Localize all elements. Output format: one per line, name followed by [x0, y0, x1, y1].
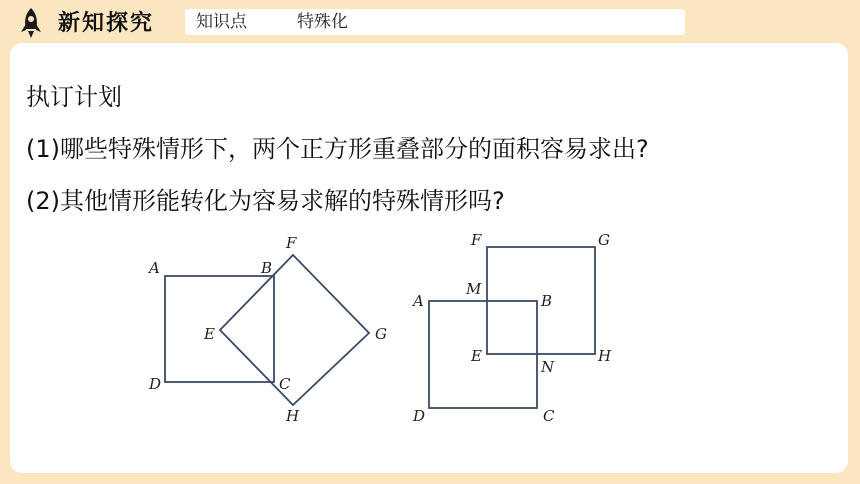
- fig2-label-m: M: [466, 280, 482, 298]
- fig1-label-c: C: [279, 375, 291, 393]
- fig1-label-h: H: [286, 407, 300, 425]
- knowledge-point-label: 知识点: [196, 12, 247, 32]
- fig2-label-c: C: [543, 407, 555, 425]
- section-title: 新知探究: [58, 11, 155, 36]
- fig2-label-g: G: [598, 231, 610, 249]
- fig1-label-g: G: [375, 325, 387, 343]
- fig1-label-e: E: [204, 325, 215, 343]
- plan-title: 执订计划: [26, 83, 122, 111]
- fig2-label-e: E: [471, 347, 482, 365]
- figure-2: [429, 247, 595, 408]
- fig1-label-a: A: [149, 259, 160, 277]
- topic-label: 特殊化: [297, 12, 348, 32]
- figure-1-labels: [147, 234, 387, 425]
- fig2-label-f: F: [471, 231, 482, 249]
- fig1-label-d: D: [149, 375, 162, 393]
- fig2-label-b: B: [541, 292, 553, 310]
- question-1: (1)哪些特殊情形下，两个正方形重叠部分的面积容易求出?: [26, 135, 649, 163]
- question-2: (2)其他情形能转化为容易求解的特殊情形吗?: [26, 187, 505, 215]
- fig2-label-n: N: [541, 358, 555, 376]
- fig2-label-h: H: [598, 347, 612, 365]
- fig1-label-f: F: [286, 234, 297, 252]
- figure-1: [165, 255, 369, 405]
- figure-2-labels: [411, 231, 612, 425]
- fig2-label-d: D: [413, 407, 426, 425]
- fig1-label-b: B: [261, 259, 273, 277]
- fig2-label-a: A: [413, 292, 424, 310]
